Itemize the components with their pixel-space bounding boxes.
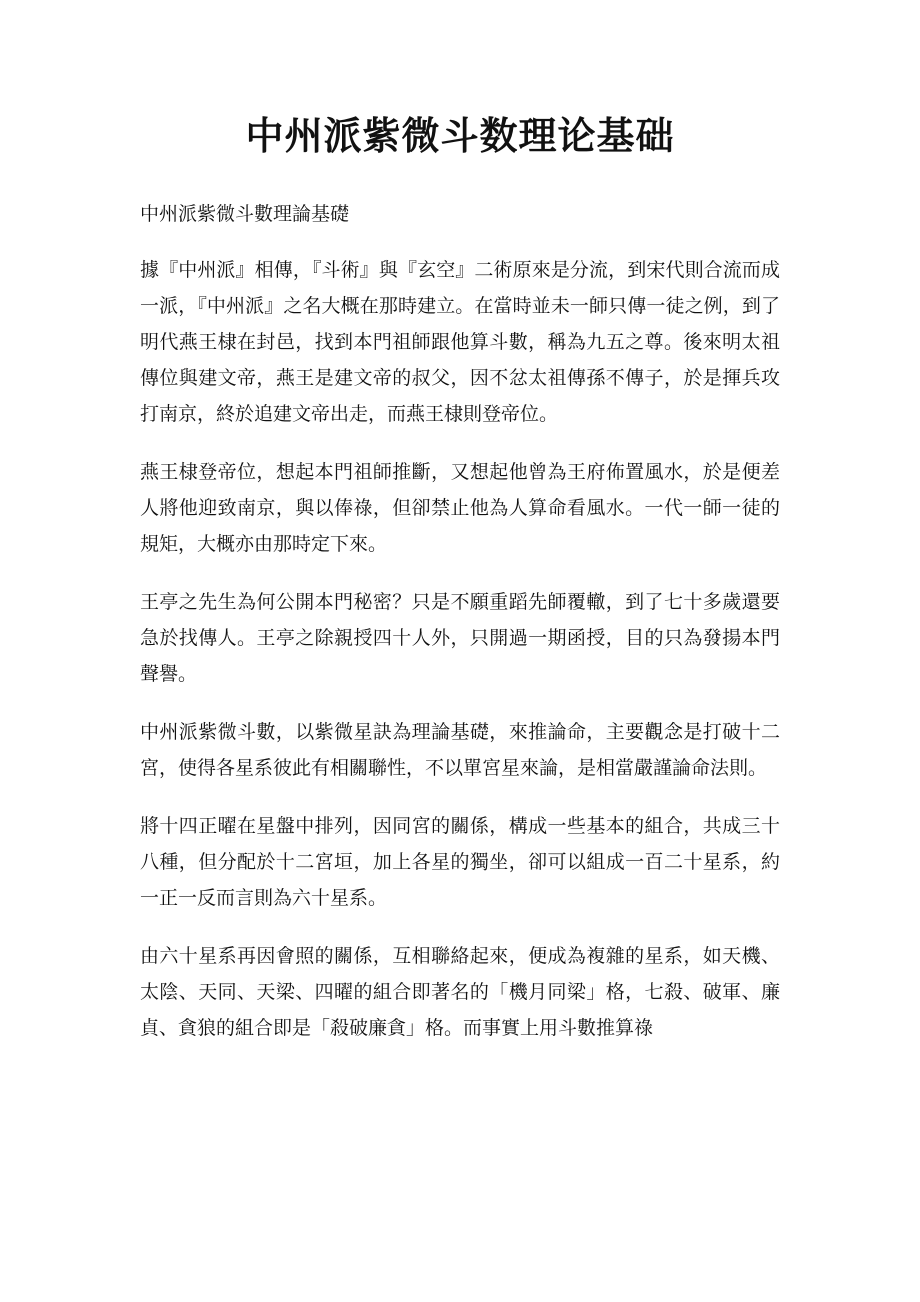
paragraph: 中州派紫微斗數，以紫微星訣為理論基礎，來推論命，主要觀念是打破十二宮，使得各星系彼此有相關聯性，不以單宮星來論，是相當嚴謹論命法則。 xyxy=(140,721,780,779)
paragraph: 據『中州派』相傳，『斗術』與『玄空』二術原來是分流，到宋代則合流而成一派，『中州派』之名大概在那時建立。在當時並未一師只傳一徒之例，到了明代燕王棣在封邑，找到本門祖師跟他算斗數，稱為九五之尊。後來明太祖傳位與建文帝，燕王是建文帝的叔父，因不忿太祖傳孫不傳子，於是揮兵攻打南京，終於追建文帝出走，而燕王棣則登帝位。 xyxy=(140,259,780,425)
paragraph: 燕王棣登帝位，想起本門祖師推斷，又想起他曾為王府佈置風水，於是便差人將他迎致南京，與以俸祿，但卻禁止他為人算命看風水。一代一師一徒的規矩，大概亦由那時定下來。 xyxy=(140,461,780,555)
paragraph: 將十四正曜在星盤中排列，因同宮的關係，構成一些基本的組合，共成三十八種，但分配於十二宮垣，加上各星的獨坐，卻可以組成一百二十星系，約一正一反而言則為六十星系。 xyxy=(140,815,780,909)
paragraph: 由六十星系再因會照的關係，互相聯絡起來，便成為複雜的星系，如天機、太陰、天同、天梁、四曜的組合即著名的「機月同梁」格，七殺、破軍、廉貞、貪狼的組合即是「殺破廉貪」格。而事實上用斗數推算祿 xyxy=(140,945,780,1039)
page-title: 中州派紫微斗数理论基础 xyxy=(245,113,675,158)
document-subtitle: 中州派紫微斗數理論基礎 xyxy=(140,203,350,225)
document-body xyxy=(140,252,780,1068)
paragraph: 王亭之先生為何公開本門秘密？只是不願重蹈先師覆轍，到了七十多歲還要急於找傳人。王亭之除親授四十人外，只開過一期函授，目的只為發揚本門聲譽。 xyxy=(140,591,780,685)
